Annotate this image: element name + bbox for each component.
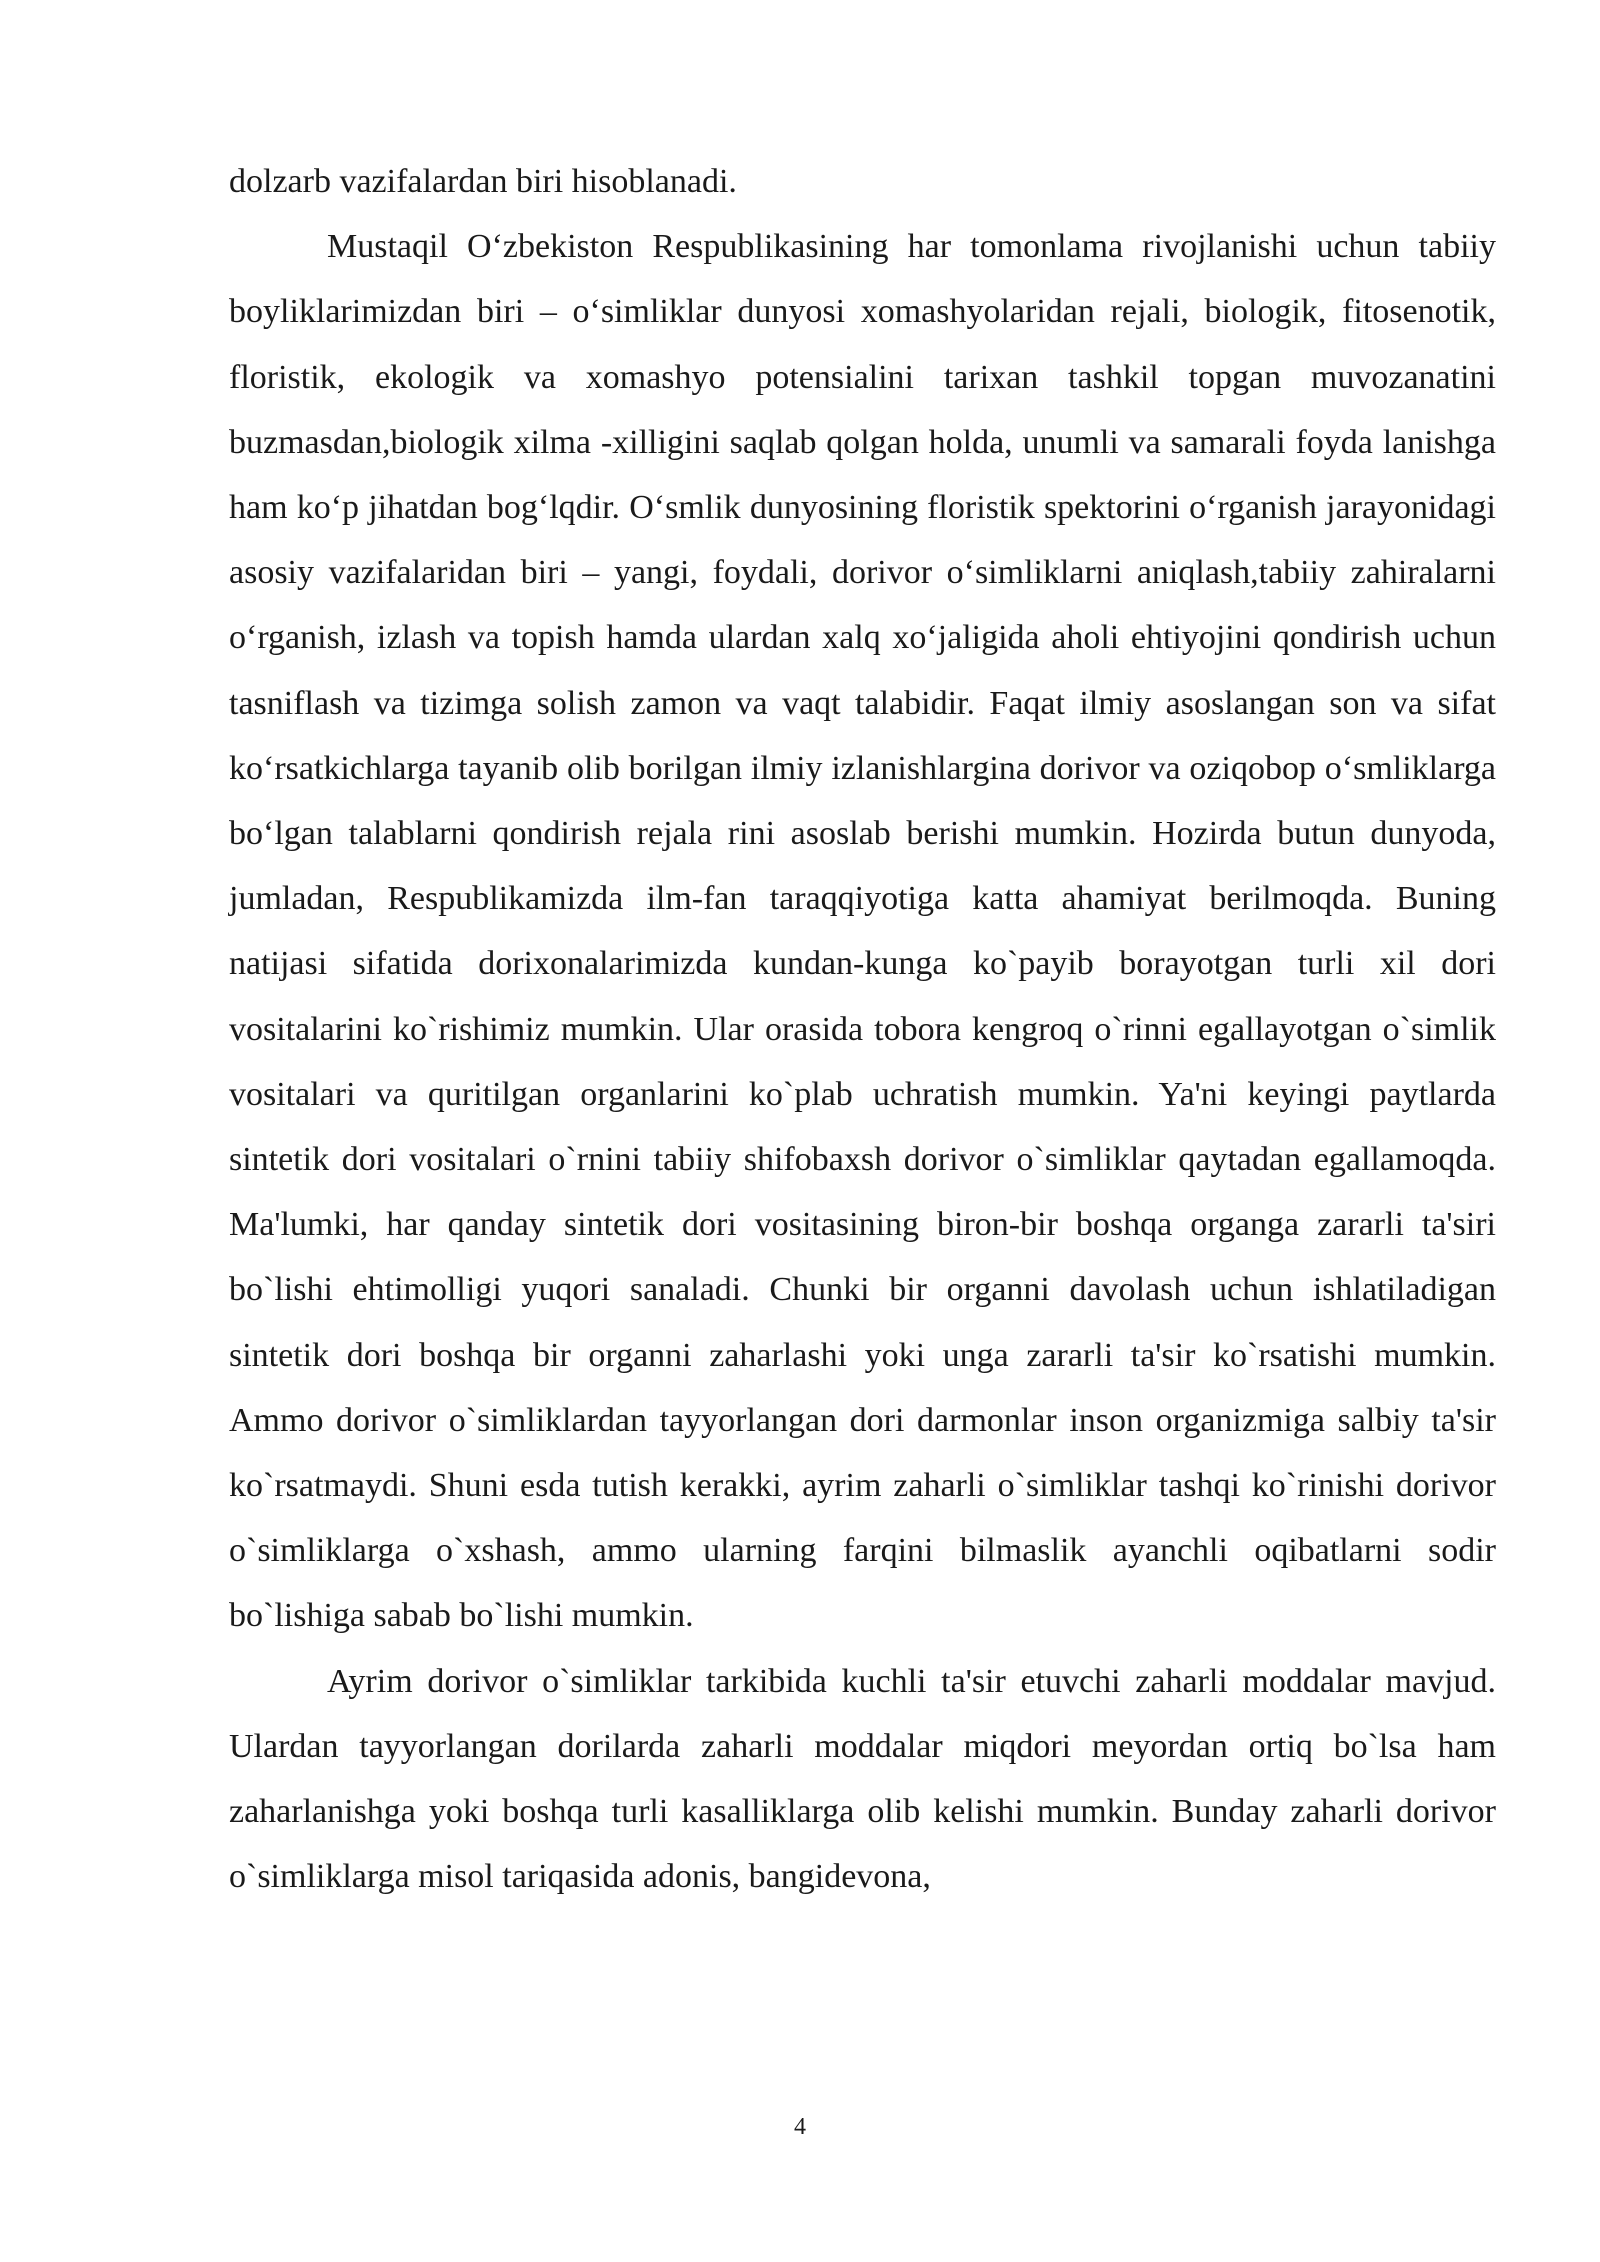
paragraph-plant-resources: Mustaqil O‘zbekiston Respublikasining har tomonlama rivojlanishi uchun tabiiy boyliklarimizdan biri – o‘simliklar dunyosi xomashyolaridan rejali, biologik, fitosenotik, floristik, ekologik va xomashyo potensialini tarixan tashkil topgan muvozanatini buzmasdan,biologik xilma -xilligini saqlab qolgan holda, unumli va samarali foyda lanishga ham ko‘p jihatdan bog‘lqdir. O‘smlik dunyosining floristik spektorini o‘rganish jarayonidagi asosiy vazifalaridan biri – yangi, foydali, dorivor o‘simliklarni aniqlash,tabiiy zahiralarni o‘rganish, izlash va topish hamda ulardan xalq xo‘jaligida aholi ehtiyojini qondirish uchun tasniflash va tizimga solish zamon va vaqt talabidir. Faqat ilmiy asoslangan son va sifat ko‘rsatkichlarga tayanib olib borilgan ilmiy izlanishlargina dorivor va oziqobop o‘smliklarga bo‘lgan talablarni qondirish rejala rini asoslab berishi mumkin. Hozirda butun dunyoda, jumladan, Respublikamizda ilm-fan taraqqiyotiga katta ahamiyat berilmoqda. Buning natijasi sifatida dorixonalarimizda kundan-kunga ko`payib borayotgan turli xil dori vositalarini ko`rishimiz mumkin. Ular orasida tobora kengroq o`rinni egallayotgan o`simlik vositalari va quritilgan organlarini ko`plab uchratish mumkin. Ya'ni keyingi paytlarda sintetik dori vositalari o`rnini tabiiy shifobaxsh dorivor o`simliklar qaytadan egallamoqda. Ma'lumki, har qanday sintetik dori vositasining biron-bir boshqa organga zararli ta'siri bo`lishi ehtimolligi yuqori sanaladi. Chunki bir organni davolash uchun ishlatiladigan sintetik dori boshqa bir organni zaharlashi yoki unga zararli ta'sir ko`rsatishi mumkin. Ammo dorivor o`simliklardan tayyorlangan dori darmonlar inson organizmiga salbiy ta'sir ko`rsatmaydi. Shuni esda tutish kerakki, ayrim zaharli o`simliklar tashqi ko`rinishi dorivor o`simliklarga o`xshash, ammo ularning farqini bilmaslik ayanchli oqibatlarni sodir bo`lishiga sabab bo`lishi mumkin. [229,228,1496,1635]
paragraph-continuation: dolzarb vazifalardan biri hisoblanadi. [229,163,737,200]
paragraph-toxic-plants: Ayrim dorivor o`simliklar tarkibida kuchli ta'sir etuvchi zaharli moddalar mavjud. Ulardan tayyorlangan dorilarda zaharli moddalar miqdori meyordan ortiq bo`lsa ham zaharlanishga yoki boshqa turli kasalliklarga olib kelishi mumkin. Bunday zaharli dorivor o`simliklarga misol tariqasida adonis, bangidevona, [229,1662,1496,1896]
page-number: 4 [794,2114,806,2140]
body-text [229,149,1496,1909]
